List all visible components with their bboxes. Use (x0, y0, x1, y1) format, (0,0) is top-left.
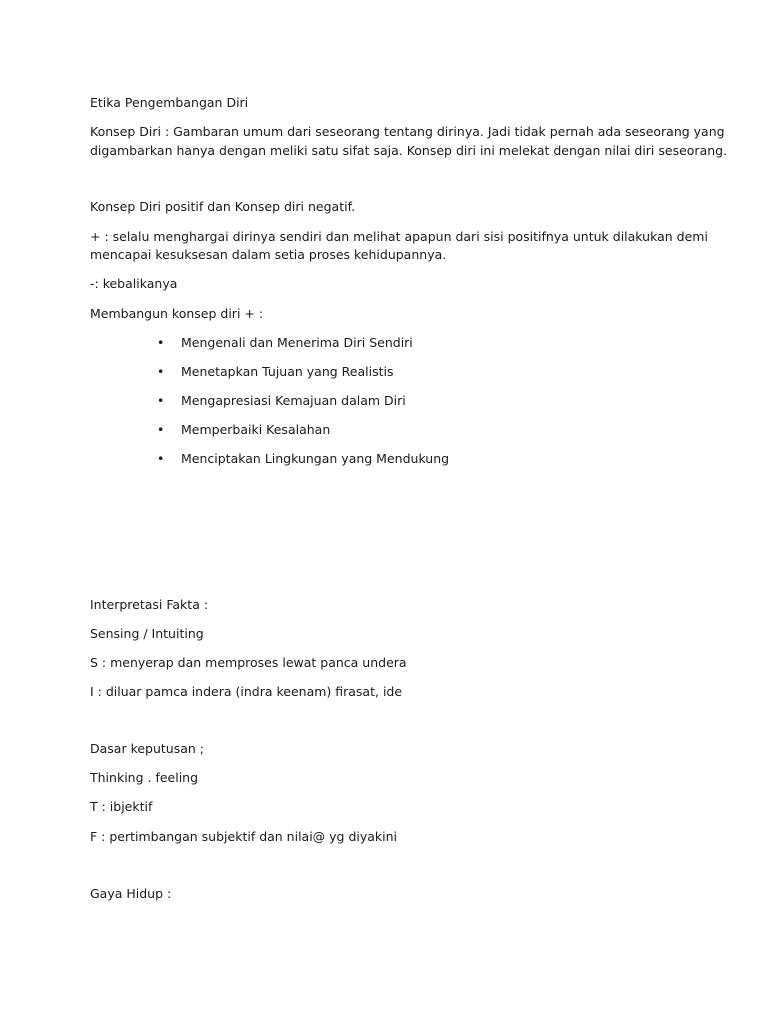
thinking-definition: T : ibjektif (90, 799, 153, 814)
bullet-icon: • (157, 335, 165, 350)
bullet-icon: • (157, 451, 165, 466)
plus-definition-line-1: + : selalu menghargai dirinya sendiri dan melihat apapun dari sisi positifnya untuk dilakukan demi (90, 229, 708, 244)
positif-negatif-line: Konsep Diri positif dan Konsep diri negatif. (90, 199, 356, 214)
konsep-diri-line-1: Konsep Diri : Gambaran umum dari seseorang tentang dirinya. Jadi tidak pernah ada seseorang yang (90, 124, 725, 139)
konsep-diri-line-2: digambarkan hanya dengan meliki satu sifat saja. Konsep diri ini melekat dengan nilai diri seseorang. (90, 143, 728, 158)
bullet-icon: • (157, 422, 165, 437)
sensing-definition: S : menyerap dan memproses lewat panca undera (90, 655, 407, 670)
list-item-text: Menetapkan Tujuan yang Realistis (181, 364, 394, 379)
feeling-definition: F : pertimbangan subjektif dan nilai@ yg diyakini (90, 829, 398, 844)
dasar-pair: Thinking . feeling (90, 770, 199, 785)
list-item-text: Mengapresiasi Kemajuan dalam Diri (181, 393, 406, 408)
gaya-hidup-heading: Gaya Hidup : (90, 886, 172, 901)
list-item-text: Mengenali dan Menerima Diri Sendiri (181, 335, 413, 350)
list-item-text: Memperbaiki Kesalahan (181, 422, 331, 437)
interpretasi-pair: Sensing / Intuiting (90, 626, 204, 641)
bullet-icon: • (157, 364, 165, 379)
document-title: Etika Pengembangan Diri (90, 95, 249, 110)
plus-definition-line-2: mencapai kesuksesan dalam setia proses kehidupannya. (90, 247, 447, 262)
bullet-icon: • (157, 393, 165, 408)
interpretasi-heading: Interpretasi Fakta : (90, 597, 209, 612)
dasar-heading: Dasar keputusan ; (90, 741, 205, 756)
intuiting-definition: I : diluar pamca indera (indra keenam) firasat, ide (90, 684, 403, 699)
minus-definition: -: kebalikanya (90, 276, 178, 291)
list-item-text: Menciptakan Lingkungan yang Mendukung (181, 451, 450, 466)
membangun-heading: Membangun konsep diri + : (90, 306, 264, 321)
